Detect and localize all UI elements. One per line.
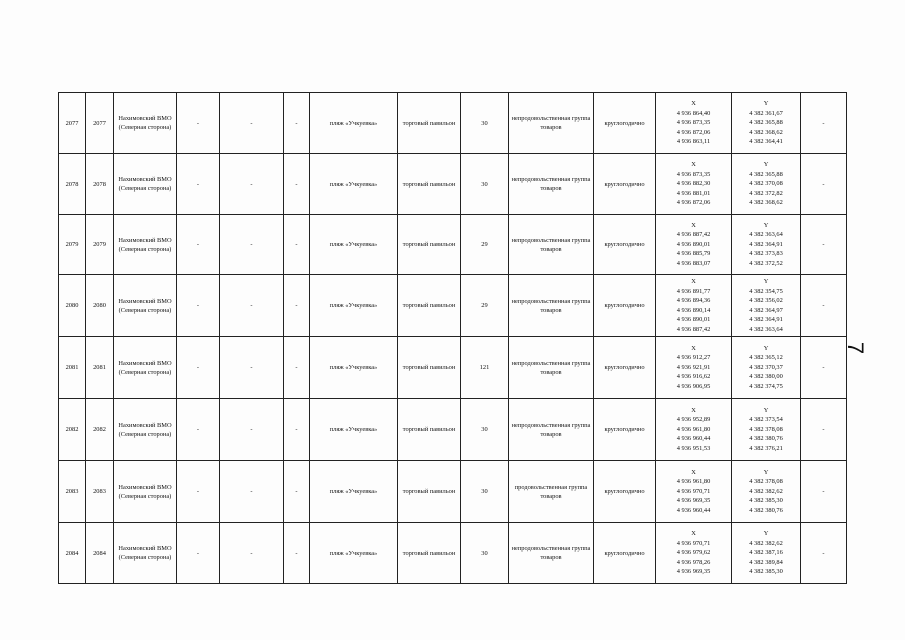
coordinate-list (677, 221, 711, 269)
table-row (59, 523, 847, 584)
table-row (59, 461, 847, 523)
coordinate-value: 4 382 361,67 (749, 109, 783, 117)
notes-cell: - (801, 337, 847, 399)
district-cell: Нахимовский ВМО (Северная сторона) (114, 154, 177, 215)
coordinate-list (749, 344, 783, 392)
empty-field-cell: - (177, 523, 220, 584)
area-cell: 121 (461, 337, 509, 399)
coordinate-value: 4 936 978,26 (676, 558, 711, 566)
coordinate-value: 4 382 370,08 (749, 180, 783, 188)
coordinate-value: 4 936 961,80 (676, 425, 711, 433)
coordinate-value: 4 382 363,64 (749, 231, 783, 239)
coordinate-value: 4 936 872,06 (676, 128, 711, 136)
empty-field-cell: - (284, 275, 310, 337)
specialization-cell: непродовольственная группа товаров (509, 154, 594, 215)
coordinate-value: 4 936 887,42 (676, 325, 711, 333)
coordinate-value: 4 382 363,64 (749, 325, 783, 333)
coordinate-list (677, 344, 711, 392)
empty-field-cell: - (220, 275, 284, 337)
coordinate-value: 4 936 906,95 (676, 382, 711, 390)
coordinate-value: 4 382 389,84 (749, 558, 783, 566)
specialization-cell: непродовольственная группа товаров (509, 275, 594, 337)
table-row (59, 215, 847, 275)
row-number-cell: 2080 (59, 275, 86, 337)
district-cell: Нахимовский ВМО (Северная сторона) (114, 461, 177, 523)
coordinate-list (677, 277, 711, 334)
row-number-cell: 2082 (59, 399, 86, 461)
coordinate-value: 4 936 891,77 (676, 287, 711, 295)
coordinate-list (677, 468, 711, 516)
area-cell: 30 (461, 399, 509, 461)
notes-cell: - (801, 154, 847, 215)
period-cell: круглогодично (594, 337, 656, 399)
object-type-cell: торговый павильон (398, 93, 461, 154)
coordinate-list (749, 221, 783, 269)
coordinate-value: 4 382 364,41 (749, 138, 783, 146)
coordinate-y-cell (732, 523, 801, 584)
empty-field-cell: - (284, 337, 310, 399)
area-cell: 29 (461, 275, 509, 337)
coordinate-value: 4 936 969,35 (676, 568, 711, 576)
specialization-cell: непродовольственная группа товаров (509, 399, 594, 461)
notes-cell: - (801, 399, 847, 461)
object-type-cell: торговый павильон (398, 523, 461, 584)
coordinate-value: 4 382 365,88 (749, 170, 783, 178)
coordinate-header: X (691, 344, 696, 352)
address-cell: пляж «Учкуевка» (310, 523, 398, 584)
coordinate-y-cell (732, 337, 801, 399)
coordinate-header: X (691, 468, 696, 476)
district-cell: Нахимовский ВМО (Северная сторона) (114, 337, 177, 399)
address-cell: пляж «Учкуевка» (310, 215, 398, 275)
object-type-cell: торговый павильон (398, 275, 461, 337)
coordinate-y-cell (732, 399, 801, 461)
coordinate-list (749, 99, 783, 147)
period-cell: круглогодично (594, 399, 656, 461)
coordinate-header: X (691, 278, 696, 285)
empty-field-cell: - (220, 215, 284, 275)
area-cell: 30 (461, 93, 509, 154)
coordinate-x-cell (656, 215, 732, 275)
notes-cell: - (801, 275, 847, 337)
coordinate-list (677, 160, 711, 208)
coordinate-value: 4 936 894,36 (676, 297, 711, 304)
coordinate-value: 4 382 380,76 (749, 506, 783, 514)
coordinate-y-cell (732, 461, 801, 523)
coordinate-value: 4 936 890,14 (676, 306, 711, 314)
coordinate-value: 4 936 960,44 (676, 506, 711, 514)
coordinate-value: 4 936 885,79 (676, 250, 711, 258)
coordinate-value: 4 382 380,76 (749, 435, 783, 443)
coordinate-value: 4 382 387,16 (749, 549, 783, 557)
coordinate-y-cell (732, 154, 801, 215)
row-number-cell: 2084 (59, 523, 86, 584)
specialization-cell: продовольственная группа товаров (509, 461, 594, 523)
period-cell: круглогодично (594, 93, 656, 154)
coordinate-value: 4 936 872,06 (676, 199, 711, 207)
coordinate-value: 4 382 372,82 (749, 189, 783, 197)
coordinate-x-cell (656, 154, 732, 215)
coordinate-value: 4 936 916,62 (676, 373, 711, 381)
table-row (59, 275, 847, 337)
coordinate-x-cell (656, 337, 732, 399)
row-id-cell: 2080 (86, 275, 114, 337)
coordinate-list (749, 468, 783, 516)
empty-field-cell: - (177, 461, 220, 523)
coordinate-header: X (691, 221, 696, 229)
coordinate-list (677, 529, 711, 577)
coordinate-value: 4 382 364,91 (749, 316, 783, 323)
address-cell: пляж «Учкуевка» (310, 275, 398, 337)
district-cell: Нахимовский ВМО (Северная сторона) (114, 275, 177, 337)
empty-field-cell: - (220, 93, 284, 154)
empty-field-cell: - (284, 154, 310, 215)
empty-field-cell: - (220, 461, 284, 523)
coordinate-value: 4 936 969,35 (676, 497, 711, 505)
address-cell: пляж «Учкуевка» (310, 461, 398, 523)
notes-cell: - (801, 461, 847, 523)
coordinate-y-cell (732, 275, 801, 337)
coordinate-value: 4 382 368,62 (749, 199, 783, 207)
empty-field-cell: - (177, 215, 220, 275)
coordinate-value: 4 936 882,30 (676, 180, 711, 188)
coordinate-value: 4 936 952,89 (676, 416, 711, 424)
coordinate-header: X (691, 406, 696, 414)
address-cell: пляж «Учкуевка» (310, 154, 398, 215)
coordinate-value: 4 382 385,30 (749, 497, 783, 505)
coordinate-value: 4 382 372,52 (749, 259, 783, 267)
coordinate-value: 4 936 863,11 (676, 138, 711, 146)
object-type-cell: торговый павильон (398, 215, 461, 275)
coordinate-value: 4 936 951,53 (676, 444, 711, 452)
coordinate-header: X (691, 100, 696, 108)
district-cell: Нахимовский ВМО (Северная сторона) (114, 93, 177, 154)
coordinate-header: X (691, 530, 696, 538)
coordinate-value: 4 382 373,83 (749, 250, 783, 258)
table-row (59, 93, 847, 154)
coordinate-value: 4 382 382,62 (749, 539, 783, 547)
empty-field-cell: - (284, 93, 310, 154)
coordinate-value: 4 936 890,01 (676, 240, 711, 248)
row-number-cell: 2078 (59, 154, 86, 215)
coordinate-value: 4 382 382,62 (749, 487, 783, 495)
row-id-cell: 2084 (86, 523, 114, 584)
district-cell: Нахимовский ВМО (Северная сторона) (114, 399, 177, 461)
coordinate-value: 4 936 873,35 (676, 119, 711, 127)
coordinate-header: Y (763, 278, 769, 285)
coordinate-value: 4 936 887,42 (676, 231, 711, 239)
coordinate-list (749, 529, 783, 577)
address-cell: пляж «Учкуевка» (310, 399, 398, 461)
coordinate-list (677, 99, 711, 147)
coordinate-value: 4 382 378,08 (749, 478, 783, 486)
notes-cell: - (801, 523, 847, 584)
coordinate-header: Y (763, 406, 769, 414)
area-cell: 29 (461, 215, 509, 275)
empty-field-cell: - (177, 399, 220, 461)
coordinate-value: 4 382 370,37 (749, 363, 783, 371)
row-id-cell: 2082 (86, 399, 114, 461)
coordinate-header: Y (763, 530, 769, 538)
empty-field-cell: - (220, 154, 284, 215)
empty-field-cell: - (177, 154, 220, 215)
object-type-cell: торговый павильон (398, 399, 461, 461)
coordinate-y-cell (732, 215, 801, 275)
coordinate-header: Y (763, 161, 769, 169)
coordinate-value: 4 382 356,02 (749, 297, 783, 304)
row-number-cell: 2081 (59, 337, 86, 399)
coordinate-value: 4 382 373,54 (749, 416, 783, 424)
coordinate-list (677, 406, 711, 454)
coordinate-x-cell (656, 93, 732, 154)
coordinate-value: 4 382 380,00 (749, 373, 783, 381)
row-id-cell: 2083 (86, 461, 114, 523)
coordinate-x-cell (656, 523, 732, 584)
area-cell: 30 (461, 523, 509, 584)
empty-field-cell: - (220, 337, 284, 399)
page-number: 7 (843, 341, 869, 355)
row-id-cell: 2081 (86, 337, 114, 399)
table-row (59, 154, 847, 215)
coordinate-list (749, 277, 783, 334)
coordinate-value: 4 382 364,91 (749, 240, 783, 248)
coordinate-value: 4 936 881,01 (676, 189, 711, 197)
coordinate-value: 4 382 376,21 (749, 444, 783, 452)
coordinate-y-cell (732, 93, 801, 154)
coordinate-value: 4 936 960,44 (676, 435, 711, 443)
coordinate-x-cell (656, 399, 732, 461)
table-row (59, 399, 847, 461)
empty-field-cell: - (177, 93, 220, 154)
address-cell: пляж «Учкуевка» (310, 337, 398, 399)
coordinate-value: 4 936 883,07 (676, 259, 711, 267)
coordinate-value: 4 936 970,71 (676, 539, 711, 547)
empty-field-cell: - (284, 461, 310, 523)
row-id-cell: 2079 (86, 215, 114, 275)
table-body (59, 93, 847, 584)
period-cell: круглогодично (594, 275, 656, 337)
coordinate-header: Y (763, 344, 769, 352)
coordinate-x-cell (656, 275, 732, 337)
object-type-cell: торговый павильон (398, 461, 461, 523)
area-cell: 30 (461, 461, 509, 523)
coordinate-value: 4 936 890,01 (676, 316, 711, 323)
coordinate-value: 4 382 354,75 (749, 287, 783, 295)
coordinate-header: Y (763, 221, 769, 229)
coordinate-list (749, 406, 783, 454)
coordinate-value: 4 936 961,80 (676, 478, 711, 486)
coordinate-value: 4 936 979,62 (676, 549, 711, 557)
district-cell: Нахимовский ВМО (Северная сторона) (114, 523, 177, 584)
coordinate-value: 4 936 970,71 (676, 487, 711, 495)
coordinate-value: 4 382 364,97 (749, 306, 783, 314)
row-id-cell: 2078 (86, 154, 114, 215)
coordinate-header: X (691, 161, 696, 169)
empty-field-cell: - (220, 399, 284, 461)
notes-cell: - (801, 215, 847, 275)
specialization-cell: непродовольственная группа товаров (509, 337, 594, 399)
coordinate-header: Y (763, 100, 769, 108)
coordinate-value: 4 382 365,12 (749, 354, 783, 362)
coordinate-value: 4 936 912,27 (676, 354, 711, 362)
specialization-cell: непродовольственная группа товаров (509, 215, 594, 275)
empty-field-cell: - (284, 215, 310, 275)
empty-field-cell: - (220, 523, 284, 584)
period-cell: круглогодично (594, 523, 656, 584)
district-cell: Нахимовский ВМО (Северная сторона) (114, 215, 177, 275)
coordinate-header: Y (763, 468, 769, 476)
coordinate-value: 4 936 873,35 (676, 170, 711, 178)
object-type-cell: торговый павильон (398, 337, 461, 399)
row-number-cell: 2083 (59, 461, 86, 523)
coordinate-value: 4 936 921,91 (676, 363, 711, 371)
period-cell: круглогодично (594, 215, 656, 275)
specialization-cell: непродовольственная группа товаров (509, 93, 594, 154)
empty-field-cell: - (177, 337, 220, 399)
coordinate-value: 4 382 385,30 (749, 568, 783, 576)
row-number-cell: 2077 (59, 93, 86, 154)
coordinate-value: 4 382 378,08 (749, 425, 783, 433)
notes-cell: - (801, 93, 847, 154)
address-cell: пляж «Учкуевка» (310, 93, 398, 154)
period-cell: круглогодично (594, 154, 656, 215)
placement-table (58, 92, 847, 584)
coordinate-value: 4 382 365,88 (749, 119, 783, 127)
coordinate-list (749, 160, 783, 208)
specialization-cell: непродовольственная группа товаров (509, 523, 594, 584)
period-cell: круглогодично (594, 461, 656, 523)
coordinate-value: 4 936 864,40 (676, 109, 711, 117)
table-row (59, 337, 847, 399)
empty-field-cell: - (177, 275, 220, 337)
row-number-cell: 2079 (59, 215, 86, 275)
coordinate-value: 4 382 368,62 (749, 128, 783, 136)
object-type-cell: торговый павильон (398, 154, 461, 215)
empty-field-cell: - (284, 399, 310, 461)
empty-field-cell: - (284, 523, 310, 584)
area-cell: 30 (461, 154, 509, 215)
coordinate-value: 4 382 374,75 (749, 382, 783, 390)
row-id-cell: 2077 (86, 93, 114, 154)
coordinate-x-cell (656, 461, 732, 523)
